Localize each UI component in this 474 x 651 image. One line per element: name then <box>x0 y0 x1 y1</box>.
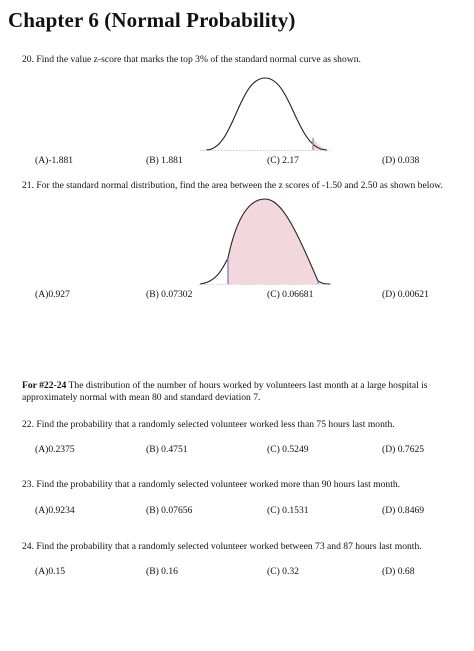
q24-option-a[interactable]: (A)0.15 <box>35 566 66 577</box>
q23-option-c[interactable]: (C) 0.1531 <box>267 505 309 516</box>
q22-option-d[interactable]: (D) 0.7625 <box>382 444 425 455</box>
q21-option-c[interactable]: (C) 0.06681 <box>267 289 314 300</box>
q22-option-a[interactable]: (A)0.2375 <box>35 444 75 455</box>
q20-option-c[interactable]: (C) 2.17 <box>267 155 299 166</box>
question-20-text: 20. Find the value z-score that marks the top 3% of the standard normal curve as shown. <box>22 54 361 65</box>
shared-note-text: The distribution of the number of hours worked by volunteers last month at a large hospital is approximately normal with mean 80 and standard deviation 7. <box>22 380 428 403</box>
q21-option-a[interactable]: (A)0.927 <box>35 289 70 300</box>
q21-option-d[interactable]: (D) 0.00621 <box>382 289 429 300</box>
shared-note-label: For #22-24 <box>22 380 67 391</box>
q23-option-a[interactable]: (A)0.9234 <box>35 505 75 516</box>
page-title: Chapter 6 (Normal Probability) <box>8 8 296 32</box>
question-22-text: 22. Find the probability that a randomly selected volunteer worked less than 75 hours last month. <box>22 419 395 430</box>
q21-option-b[interactable]: (B) 0.07302 <box>146 289 193 300</box>
q20-option-d[interactable]: (D) 0.038 <box>382 155 420 166</box>
question-23-text: 23. Find the probability that a randomly selected volunteer worked more than 90 hours last month. <box>22 479 401 490</box>
question-24-text: 24. Find the probability that a randomly selected volunteer worked between 73 and 87 hours last month. <box>22 541 422 552</box>
q24-option-c[interactable]: (C) 0.32 <box>267 566 299 577</box>
q20-option-b[interactable]: (B) 1.881 <box>146 155 183 166</box>
q22-option-c[interactable]: (C) 0.5249 <box>267 444 309 455</box>
q24-option-b[interactable]: (B) 0.16 <box>146 566 178 577</box>
normal-curve-q21 <box>0 0 474 300</box>
q23-option-d[interactable]: (D) 0.8469 <box>382 505 425 516</box>
shared-note <box>22 380 462 404</box>
q20-option-a[interactable]: (A)-1.881 <box>35 155 74 166</box>
q22-option-b[interactable]: (B) 0.4751 <box>146 444 188 455</box>
q24-option-d[interactable]: (D) 0.68 <box>382 566 415 577</box>
q23-option-b[interactable]: (B) 0.07656 <box>146 505 193 516</box>
question-21-text: 21. For the standard normal distribution, find the area between the z scores of -1.50 and 2.50 as shown below. <box>22 180 443 191</box>
